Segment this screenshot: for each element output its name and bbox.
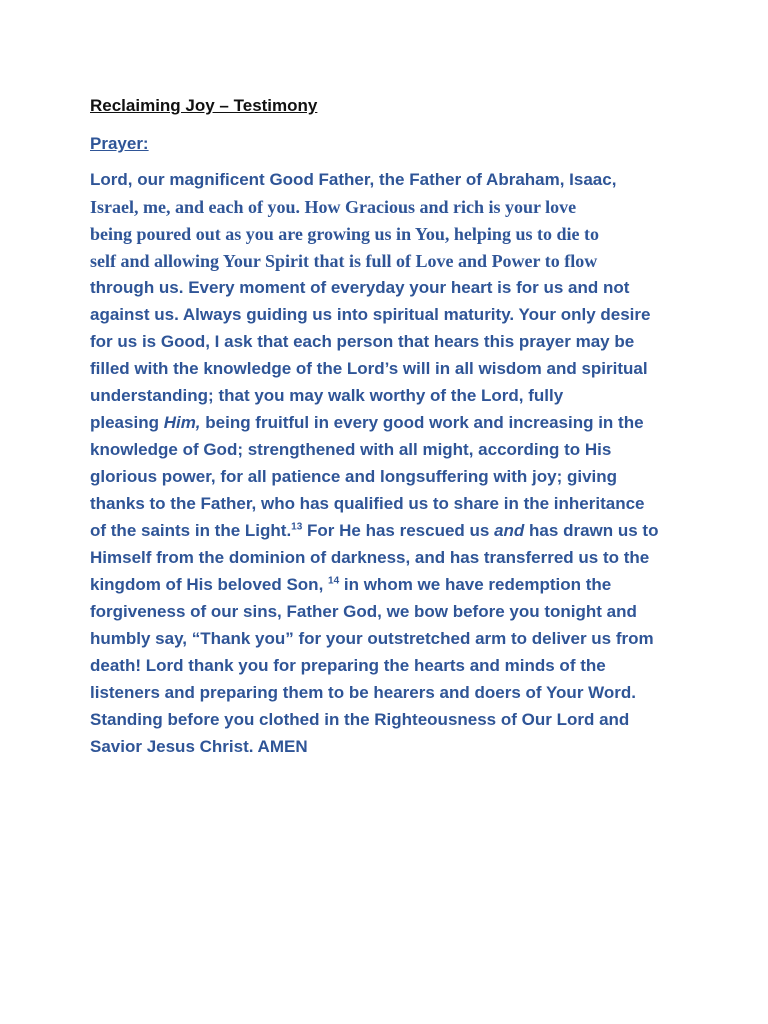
prayer-line: Savior Jesus Christ. AMEN: [90, 737, 308, 756]
line-text: being fruitful in every good work and increasing in the: [200, 413, 644, 432]
prayer-line: forgiveness of our sins, Father God, we bow before you tonight and: [90, 602, 637, 621]
line-text: of the saints in the Light.: [90, 521, 292, 540]
line-text: pleasing: [90, 413, 164, 432]
prayer-line: [90, 413, 644, 440]
line-text: in whom we have redemption the: [339, 575, 612, 594]
verse-number: 14: [328, 575, 340, 587]
line-text: has drawn us to: [524, 521, 659, 540]
prayer-line: [90, 521, 658, 548]
document-title: Reclaiming Joy – Testimony: [90, 96, 318, 115]
prayer-line: self and allowing Your Spirit that is full of Love and Power to flow: [90, 251, 598, 271]
prayer-line: Standing before you clothed in the Righteousness of Our Lord and: [90, 710, 630, 729]
prayer-line: death! Lord thank you for preparing the hearts and minds of the: [90, 656, 606, 675]
prayer-line: filled with the knowledge of the Lord’s will in all wisdom and spiritual: [90, 359, 648, 378]
prayer-line: against us. Always guiding us into spiritual maturity. Your only desire: [90, 305, 651, 324]
prayer-line: Himself from the dominion of darkness, and has transferred us to the: [90, 548, 650, 567]
prayer-line: Lord, our magnificent Good Father, the Father of Abraham, Isaac,: [90, 170, 617, 189]
line-text: For He has rescued us: [302, 521, 495, 540]
prayer-line: through us. Every moment of everyday your heart is for us and not: [90, 278, 630, 297]
prayer-line: [90, 575, 611, 602]
prayer-line: humbly say, “Thank you” for your outstretched arm to deliver us from: [90, 629, 654, 648]
prayer-heading: Prayer:: [90, 134, 149, 153]
verse-number: 13: [291, 521, 303, 533]
prayer-line: for us is Good, I ask that each person that hears this prayer may be: [90, 332, 635, 351]
prayer-line: Israel, me, and each of you. How Gracious and rich is your love: [90, 197, 577, 217]
prayer-line: understanding; that you may walk worthy of the Lord, fully: [90, 386, 564, 405]
line-text: kingdom of His beloved Son,: [90, 575, 329, 594]
prayer-line: listeners and preparing them to be hearers and doers of Your Word.: [90, 683, 637, 702]
prayer-line: knowledge of God; strengthened with all might, according to His: [90, 440, 612, 459]
prayer-line: glorious power, for all patience and longsuffering with joy; giving: [90, 467, 618, 486]
emphasis-text: Him,: [163, 413, 201, 432]
emphasis-text: and: [494, 521, 525, 540]
prayer-line: being poured out as you are growing us in You, helping us to die to: [90, 224, 599, 244]
prayer-line: thanks to the Father, who has qualified us to share in the inheritance: [90, 494, 645, 513]
